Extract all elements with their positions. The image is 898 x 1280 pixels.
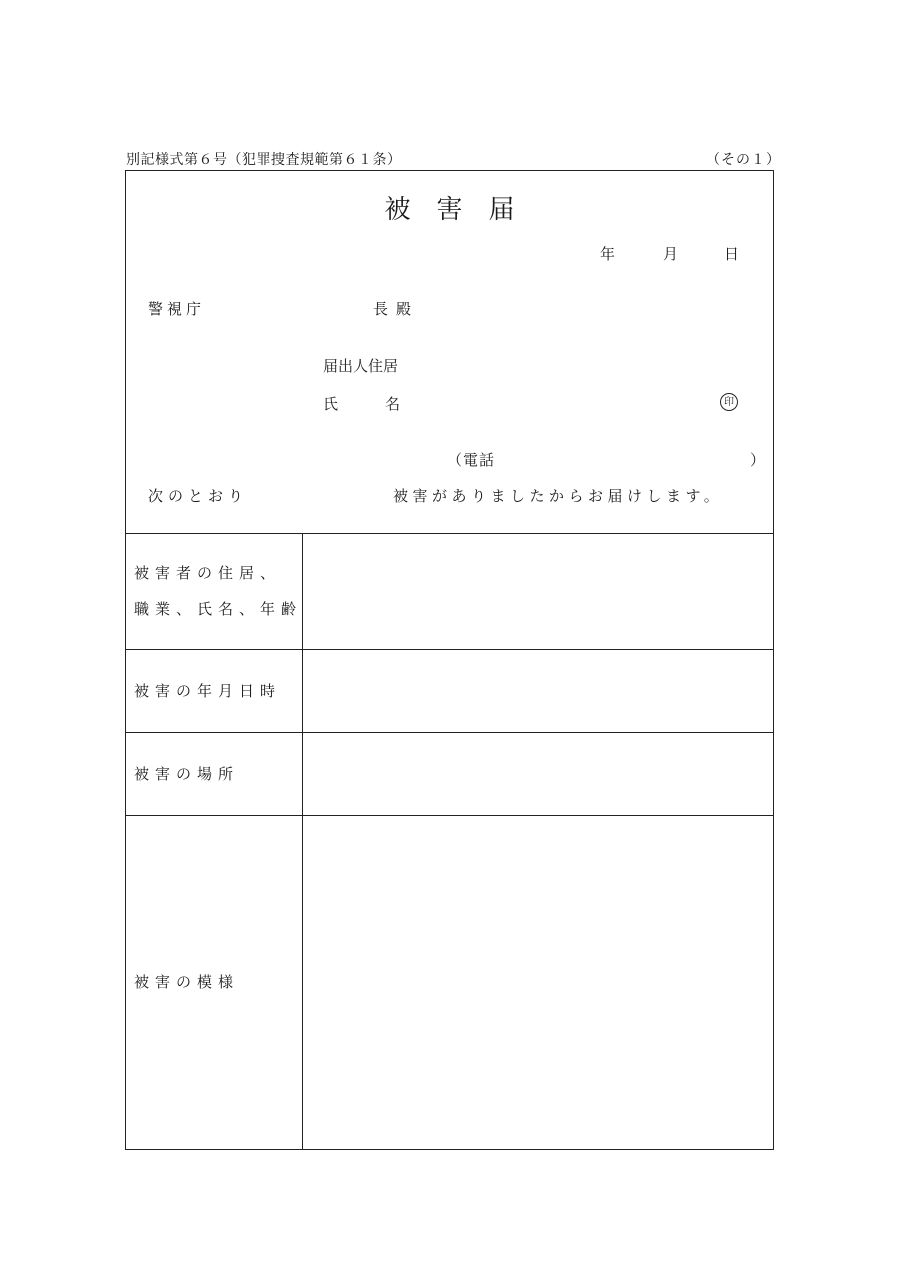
table-row	[126, 815, 773, 1149]
seal-icon: 印	[720, 393, 738, 411]
damage-details-field[interactable]	[303, 815, 774, 1149]
victim-info-label-line2: 職業、氏名、年齢	[134, 600, 303, 619]
damage-datetime-label-line1: 被害の年月日時	[134, 681, 282, 700]
damage-details-label-line1: 被害の模様	[134, 973, 240, 992]
damage-datetime-field[interactable]	[303, 649, 774, 732]
lead-text-right: 被害がありましたからお届けします。	[393, 487, 724, 505]
date-year-label: 年	[600, 245, 616, 263]
reporter-address-label: 届出人住居	[323, 357, 399, 375]
victim-info-label-line1: 被害者の住居、	[134, 564, 282, 583]
chief-addressee-label: 長殿	[373, 300, 420, 318]
damage-location-label	[126, 732, 303, 815]
damage-report-form	[125, 170, 774, 1150]
damage-datetime-label	[126, 649, 303, 732]
table-row	[126, 534, 773, 649]
date-day-label: 日	[724, 245, 740, 263]
table-row	[126, 649, 773, 732]
victim-info-field[interactable]	[303, 534, 774, 649]
victim-info-label	[126, 534, 303, 649]
phone-label-close: ）	[750, 451, 766, 469]
sheet-number-label: （その１）	[706, 152, 781, 168]
form-id-label: 別記様式第６号（犯罪捜査規範第６１条）	[126, 152, 402, 168]
phone-label-open: （電話	[447, 451, 496, 469]
damage-location-field[interactable]	[303, 732, 774, 815]
reporter-name-label-part2: 名	[385, 395, 401, 413]
reporter-name-label-part1: 氏	[323, 395, 339, 413]
damage-location-label-line1: 被害の場所	[134, 764, 240, 783]
damage-details-table	[126, 534, 773, 1149]
damage-details-label	[126, 815, 303, 1149]
form-title: 被害届	[384, 195, 541, 225]
police-name: 警視庁	[148, 300, 206, 318]
lead-text-left: 次のとおり	[148, 487, 249, 505]
table-row	[126, 732, 773, 815]
date-month-label: 月	[663, 245, 679, 263]
